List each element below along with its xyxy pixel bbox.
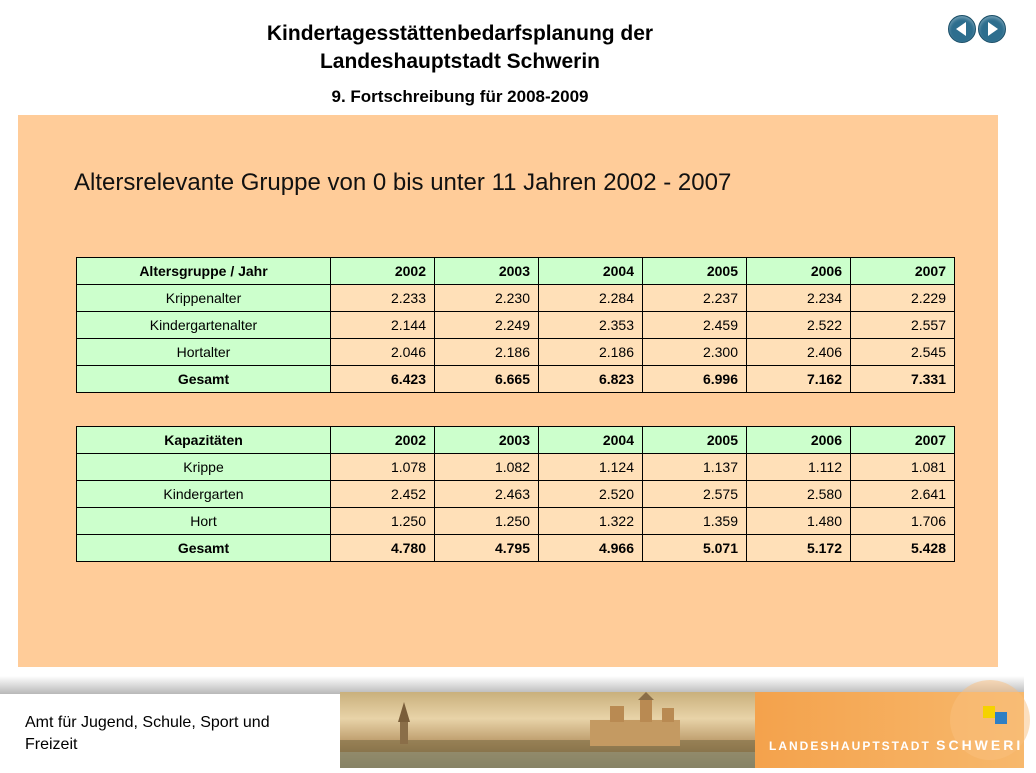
table-cell: 2.186 (435, 339, 539, 366)
castle-skyline-image (340, 692, 755, 768)
table-row (77, 285, 955, 312)
header-cell: 2002 (331, 427, 435, 454)
header-cell: Altersgruppe / Jahr (77, 258, 331, 285)
table-cell: 2.522 (747, 312, 851, 339)
table-cell: 1.112 (747, 454, 851, 481)
table-cell: 1.124 (539, 454, 643, 481)
table-cell: 2.459 (643, 312, 747, 339)
table-cell: 1.480 (747, 508, 851, 535)
table-cell: 2.233 (331, 285, 435, 312)
table-cell: 5.172 (747, 535, 851, 562)
department-line-1: Amt für Jugend, Schule, Sport und (25, 714, 270, 731)
table-cell: 1.082 (435, 454, 539, 481)
table-header-row (77, 427, 955, 454)
title-line-2: Landeshauptstadt Schwerin (319, 50, 601, 73)
table-cell: 6.665 (435, 366, 539, 393)
row-label: Gesamt (77, 535, 331, 562)
table-row (77, 454, 955, 481)
castle-photo (340, 692, 755, 768)
table-cell: 1.250 (331, 508, 435, 535)
header-cell: 2006 (747, 258, 851, 285)
table-cell: 2.353 (539, 312, 643, 339)
table-row (77, 339, 955, 366)
next-slide-button[interactable] (978, 15, 1006, 43)
header-cell: 2002 (331, 258, 435, 285)
row-label: Hort (77, 508, 331, 535)
header-cell: 2006 (747, 427, 851, 454)
table-row (77, 312, 955, 339)
table-cell: 2.284 (539, 285, 643, 312)
table-cell: 2.406 (747, 339, 851, 366)
age-group-table (76, 257, 955, 393)
header-cell: 2004 (539, 427, 643, 454)
table-cell: 5.071 (643, 535, 747, 562)
header-cell: 2007 (851, 258, 955, 285)
table-cell: 2.229 (851, 285, 955, 312)
table-cell: 7.331 (851, 366, 955, 393)
page-title (200, 20, 720, 76)
content-panel (18, 115, 998, 667)
table-cell: 7.162 (747, 366, 851, 393)
table-header-row (77, 258, 955, 285)
table-cell: 2.452 (331, 481, 435, 508)
table-cell: 1.250 (435, 508, 539, 535)
total-row (77, 366, 955, 393)
capacity-table (76, 426, 955, 562)
total-row (77, 535, 955, 562)
city-logo-icon (755, 692, 1024, 768)
row-label: Krippe (77, 454, 331, 481)
table-cell: 2.046 (331, 339, 435, 366)
table-cell: 2.144 (331, 312, 435, 339)
table-cell: 1.078 (331, 454, 435, 481)
table-cell: 1.137 (643, 454, 747, 481)
table-cell: 6.996 (643, 366, 747, 393)
brand-name (769, 737, 1036, 753)
table-cell: 4.795 (435, 535, 539, 562)
row-label: Hortalter (77, 339, 331, 366)
arrow-right-icon (979, 16, 1005, 42)
table-cell: 5.428 (851, 535, 955, 562)
table-cell: 2.186 (539, 339, 643, 366)
table-cell: 2.557 (851, 312, 955, 339)
table-cell: 2.580 (747, 481, 851, 508)
table-cell: 2.545 (851, 339, 955, 366)
table-cell: 2.237 (643, 285, 747, 312)
table-cell: 2.520 (539, 481, 643, 508)
table-cell: 6.423 (331, 366, 435, 393)
header-cell: 2005 (643, 427, 747, 454)
slide-header (0, 0, 1024, 112)
table-cell: 2.575 (643, 481, 747, 508)
table-cell: 1.081 (851, 454, 955, 481)
table-cell: 1.359 (643, 508, 747, 535)
row-label: Kindergarten (77, 481, 331, 508)
table-cell: 2.300 (643, 339, 747, 366)
table-row (77, 508, 955, 535)
table-cell: 6.823 (539, 366, 643, 393)
table-cell: 2.230 (435, 285, 539, 312)
panel-title: Altersrelevante Gruppe von 0 bis unter 11 Jahren 2002 - 2007 (74, 169, 732, 196)
header-cell: Kapazitäten (77, 427, 331, 454)
arrow-left-icon (949, 16, 975, 42)
table-row (77, 481, 955, 508)
table-cell: 1.322 (539, 508, 643, 535)
row-label: Krippenalter (77, 285, 331, 312)
page-subtitle: 9. Fortschreibung für 2008-2009 (331, 87, 589, 106)
header-cell: 2004 (539, 258, 643, 285)
header-cell: 2005 (643, 258, 747, 285)
brand-small-text: LANDESHAUPTSTADT (769, 739, 931, 753)
row-label: Gesamt (77, 366, 331, 393)
previous-slide-button[interactable] (948, 15, 976, 43)
row-label: Kindergartenalter (77, 312, 331, 339)
header-cell: 2007 (851, 427, 955, 454)
table-cell: 1.706 (851, 508, 955, 535)
table-cell: 2.234 (747, 285, 851, 312)
header-cell: 2003 (435, 427, 539, 454)
slide-footer (0, 692, 1036, 768)
table-cell: 4.780 (331, 535, 435, 562)
city-brand-banner (755, 692, 1036, 768)
brand-big-text: SCHWERIN (936, 737, 1036, 753)
department-name (25, 712, 325, 756)
table-cell: 2.249 (435, 312, 539, 339)
department-line-2: Freizeit (25, 736, 78, 753)
title-line-1: Kindertagesstättenbedarfsplanung der (266, 22, 654, 45)
table-cell: 2.641 (851, 481, 955, 508)
table-cell: 4.966 (539, 535, 643, 562)
header-cell: 2003 (435, 258, 539, 285)
table-cell: 2.463 (435, 481, 539, 508)
